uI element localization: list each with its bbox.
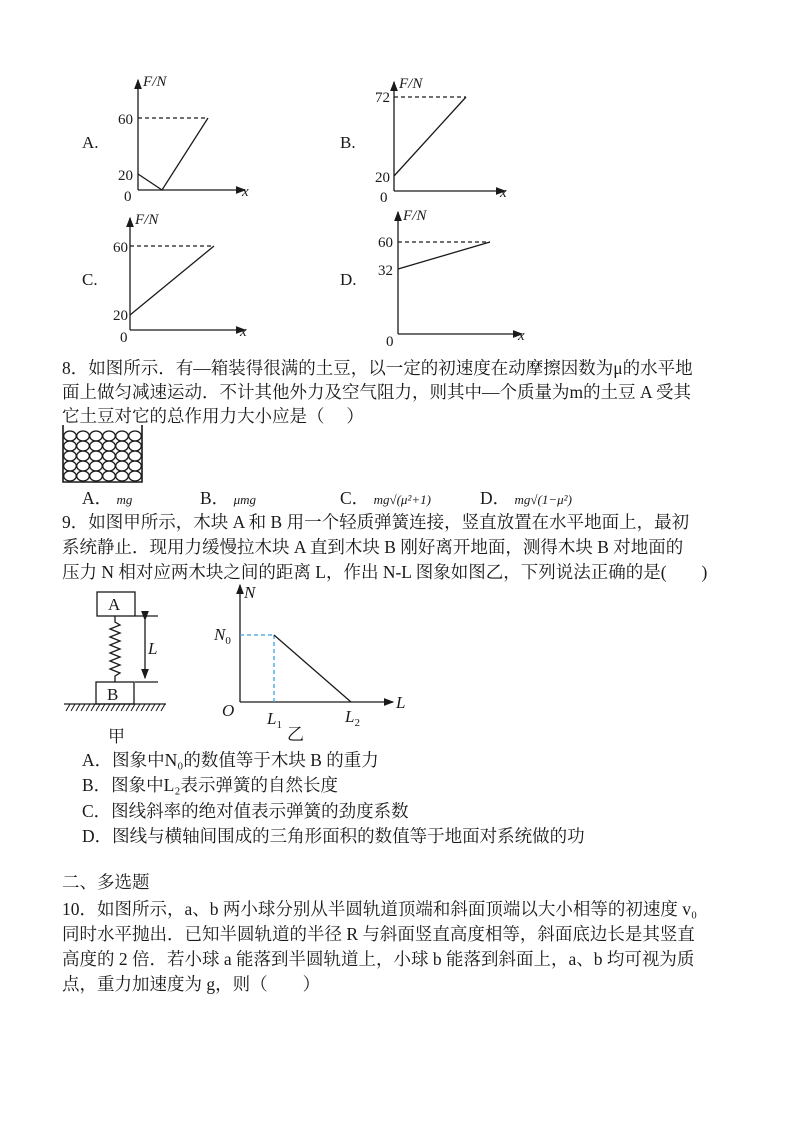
n-l-graph bbox=[240, 585, 393, 702]
origin-label: 0 bbox=[120, 330, 128, 346]
q8-line-1: 8．如图所示．有—箱装得很满的土豆，以一定的初速度在动摩擦因数为μ的水平地 bbox=[62, 358, 693, 378]
potato bbox=[90, 441, 103, 451]
caption-yi: 乙 bbox=[287, 725, 304, 744]
tick-label: 60 bbox=[113, 240, 128, 256]
q8-option-c bbox=[340, 485, 431, 510]
option-expr: mg√(μ²+1) bbox=[373, 492, 431, 507]
q8-line-2: 面上做匀减速运动．不计其他外力及空气阻力，则其中—个质量为m的土豆 A 受其 bbox=[62, 382, 692, 402]
origin-label: 0 bbox=[380, 190, 388, 206]
potato bbox=[116, 471, 129, 481]
q9-line-1: 9．如图甲所示，木块 A 和 B 用一个轻质弹簧连接，竖直放置在水平地面上，最初 bbox=[62, 512, 690, 532]
graph-option-a bbox=[138, 80, 245, 190]
potato bbox=[116, 451, 129, 461]
potato bbox=[129, 441, 142, 451]
ground-hatch bbox=[161, 704, 165, 711]
potato bbox=[129, 471, 142, 481]
potato bbox=[103, 451, 116, 461]
axis-label-x: x bbox=[518, 328, 525, 344]
option-label-b: B. bbox=[340, 133, 356, 152]
ground-hatch bbox=[86, 704, 90, 711]
length-label: L bbox=[148, 639, 158, 658]
option-label: D． bbox=[480, 488, 511, 508]
potato bbox=[90, 451, 103, 461]
potato bbox=[129, 451, 142, 461]
axis-label-f: F/N bbox=[143, 74, 167, 90]
ground-hatch bbox=[121, 704, 125, 711]
l1-label: $L_1$ bbox=[267, 709, 282, 731]
ground-hatch bbox=[126, 704, 130, 711]
option-expr: mg bbox=[116, 492, 133, 507]
option-label-a: A. bbox=[82, 133, 99, 152]
potato bbox=[116, 441, 129, 451]
potato bbox=[90, 431, 103, 441]
q8-line-3: 它土豆对它的总作用力大小应是（ ） bbox=[62, 406, 364, 426]
axis-label-f: F/N bbox=[403, 208, 427, 224]
axis-label-f: F/N bbox=[399, 76, 423, 92]
potato bbox=[77, 471, 90, 481]
potato bbox=[129, 431, 142, 441]
origin-label: 0 bbox=[386, 334, 394, 350]
q10-line-1: 10．如图所示，a、b 两小球分别从半圆轨道顶端和斜面顶端以大小相等的初速度 v₀ bbox=[62, 899, 698, 919]
tick-label: 60 bbox=[378, 235, 393, 251]
axis-label-n: N bbox=[244, 583, 256, 602]
q10-line-3: 高度的 2 倍．若小球 a 能落到半圆轨道上，小球 b 能落到斜面上，a、b 均可视为质 bbox=[62, 949, 695, 969]
potato bbox=[103, 461, 116, 471]
ground-hatch bbox=[136, 704, 140, 711]
origin-o: O bbox=[222, 701, 235, 720]
potato bbox=[77, 431, 90, 441]
option-label-d: D. bbox=[340, 270, 357, 289]
option-label-c: C. bbox=[82, 270, 98, 289]
q9-option-d: D．图线与横轴间围成的三角形面积的数值等于地面对系统做的功 bbox=[82, 826, 585, 846]
caption-jia: 甲 bbox=[108, 727, 125, 746]
ground-hatch bbox=[71, 704, 75, 711]
potato bbox=[64, 451, 77, 461]
ground-hatch bbox=[111, 704, 115, 711]
graph-option-b bbox=[394, 82, 505, 191]
potato bbox=[64, 431, 77, 441]
ground-hatch bbox=[101, 704, 105, 711]
potato bbox=[90, 471, 103, 481]
q8-option-a bbox=[82, 485, 132, 510]
ground-hatch bbox=[156, 704, 160, 711]
q8-option-b bbox=[200, 485, 256, 510]
q9-option-a: A．图象中N₀的数值等于木块 B 的重力 bbox=[82, 750, 379, 770]
axis-label-f: F/N bbox=[135, 212, 159, 228]
potato bbox=[77, 441, 90, 451]
n0-label: $N_0$ bbox=[214, 625, 231, 647]
block-b-label: B bbox=[107, 685, 119, 704]
potato bbox=[103, 441, 116, 451]
ground-hatch bbox=[131, 704, 135, 711]
potato bbox=[103, 431, 116, 441]
axis-label-x: x bbox=[500, 185, 507, 201]
l2-label: $L_2$ bbox=[345, 707, 360, 729]
tick-label: 20 bbox=[113, 308, 128, 324]
section-title: 二、多选题 bbox=[62, 872, 150, 892]
q9-option-b: B．图象中L₂表示弹簧的自然长度 bbox=[82, 775, 338, 795]
ground-hatch bbox=[151, 704, 155, 711]
ground-hatch bbox=[66, 704, 70, 711]
q9-line-3: 压力 N 相对应两木块之间的距离 L，作出 N-L 图象如图乙，下列说法正确的是( ) bbox=[62, 562, 708, 582]
potato bbox=[116, 461, 129, 471]
q10-line-4: 点，重力加速度为 g，则（ ） bbox=[62, 974, 321, 994]
tick-label: 32 bbox=[378, 263, 393, 279]
axis-label-x: x bbox=[240, 324, 247, 340]
graph-option-d bbox=[398, 212, 522, 334]
potato bbox=[129, 461, 142, 471]
ground-hatch bbox=[91, 704, 95, 711]
block-a-label: A bbox=[108, 595, 121, 614]
tick-label: 60 bbox=[118, 112, 133, 128]
ground-hatch bbox=[116, 704, 120, 711]
q8-option-d bbox=[480, 485, 572, 510]
ground-hatch bbox=[106, 704, 110, 711]
potato bbox=[64, 471, 77, 481]
graph-option-c bbox=[130, 218, 245, 330]
potato bbox=[77, 461, 90, 471]
potato-box-figure bbox=[63, 425, 142, 482]
potato bbox=[64, 461, 77, 471]
option-label: B． bbox=[200, 488, 230, 508]
q10-line-2: 同时水平抛出．已知半圆轨道的半径 R 与斜面竖直高度相等，斜面底边长是其竖直 bbox=[62, 924, 695, 944]
q9-line-2: 系统静止．现用力缓慢拉木块 A 直到木块 B 刚好离开地面，测得木块 B 对地面的 bbox=[62, 537, 684, 557]
q9-option-c: C．图线斜率的绝对值表示弹簧的劲度系数 bbox=[82, 801, 409, 821]
option-expr: μmg bbox=[233, 492, 256, 507]
ground-hatch bbox=[146, 704, 150, 711]
potato bbox=[90, 461, 103, 471]
tick-label: 72 bbox=[375, 90, 390, 106]
n0-sub: 0 bbox=[225, 635, 231, 647]
option-label: A． bbox=[82, 488, 113, 508]
ground-hatch bbox=[141, 704, 145, 711]
tick-label: 20 bbox=[118, 168, 133, 184]
potato bbox=[116, 431, 129, 441]
axis-label-x: x bbox=[242, 184, 249, 200]
ground-hatch bbox=[96, 704, 100, 711]
option-expr: mg√(1−μ²) bbox=[514, 492, 572, 507]
potato bbox=[64, 441, 77, 451]
origin-label: 0 bbox=[124, 189, 132, 205]
potato bbox=[103, 471, 116, 481]
potato bbox=[77, 451, 90, 461]
ground-hatch bbox=[76, 704, 80, 711]
axis-label-l: L bbox=[396, 693, 406, 712]
tick-label: 20 bbox=[375, 170, 390, 186]
option-label: C． bbox=[340, 488, 370, 508]
ground-hatch bbox=[81, 704, 85, 711]
